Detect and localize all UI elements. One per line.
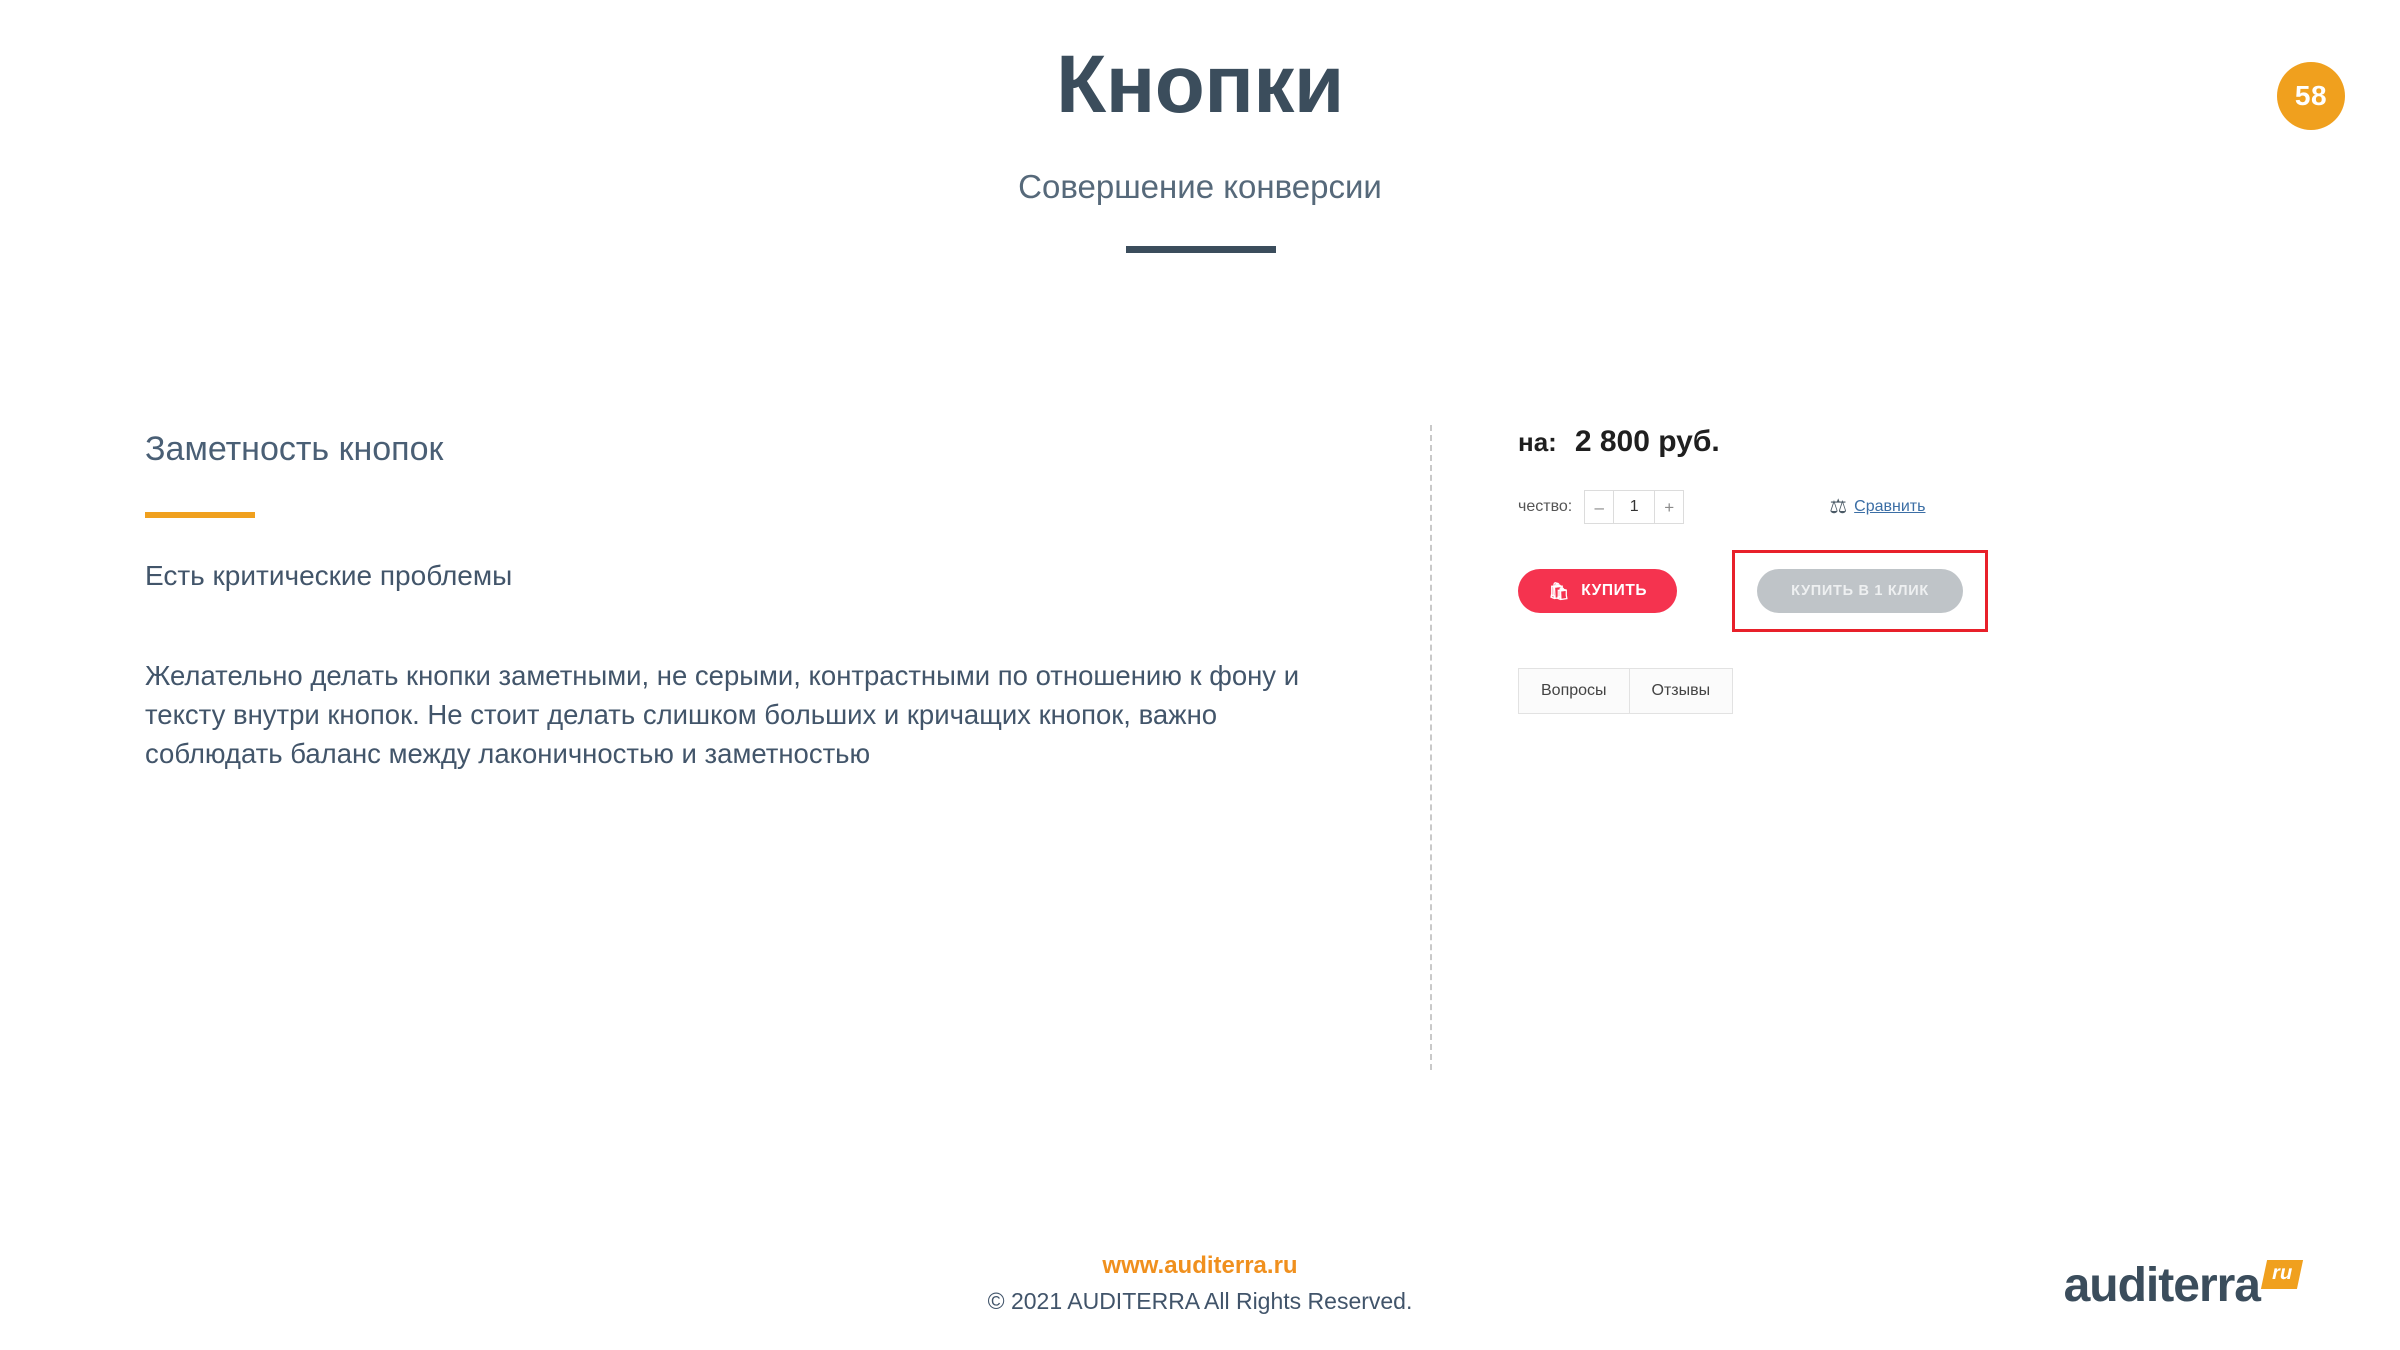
column-divider [1430,425,1432,1070]
footer-website-link[interactable]: www.auditerra.ru [1102,1252,1298,1279]
one-click-buy-button[interactable]: КУПИТЬ В 1 КЛИК [1757,569,1963,613]
page-title: Кнопки [1056,39,1344,130]
problem-statement: Есть критические проблемы [145,560,513,591]
slide-number-text: 58 [2294,80,2328,111]
scales-icon: ⚖ [1829,496,1848,518]
product-tabs [1518,668,2278,714]
recommendation-text: Желательно делать кнопки заметными, не серыми, контрастными по отношению к фону и тексту внутри кнопок. Не стоит делать слишком больших и кричащих кнопок, важно соблюдать баланс между лаконичностью и заметностью [145,660,1300,770]
brand-logo [2064,1258,2300,1313]
quantity-input[interactable]: 1 [1614,490,1654,524]
product-card-screenshot [1518,425,2278,714]
compare-link[interactable] [1829,497,1925,517]
page-subtitle: Совершение конверсии [1018,168,1382,205]
buy-button-label: КУПИТЬ [1581,582,1648,599]
section-heading: Заметность кнопок [145,430,444,468]
quantity-decrease-button[interactable]: – [1584,490,1614,524]
tab-questions[interactable]: Вопросы [1518,668,1630,714]
price-row [1518,425,2278,465]
shopping-bag-icon: 🛍 [1548,581,1571,601]
quantity-row [1518,490,2278,524]
compare-label: Сравнить [1854,498,1926,515]
quantity-label: чество: [1518,498,1573,515]
content-left-column [145,430,1395,773]
price-value: 2 800 руб. [1574,425,1720,458]
quantity-increase-button[interactable]: + [1654,490,1684,524]
footer-copyright: © 2021 AUDITERRA All Rights Reserved. [987,1288,1413,1314]
accent-divider [145,512,255,518]
tab-reviews[interactable]: Отзывы [1630,668,1734,714]
quantity-stepper[interactable] [1584,490,1684,524]
annotation-highlight-box [1732,550,1988,632]
brand-logo-badge: ru [2261,1260,2303,1289]
buy-button[interactable] [1518,569,1677,613]
cta-row [1518,550,2278,632]
footer [0,1252,2400,1315]
brand-logo-text: auditerra [2063,1259,2260,1312]
price-label: на: [1518,427,1557,457]
title-divider [1126,246,1276,253]
